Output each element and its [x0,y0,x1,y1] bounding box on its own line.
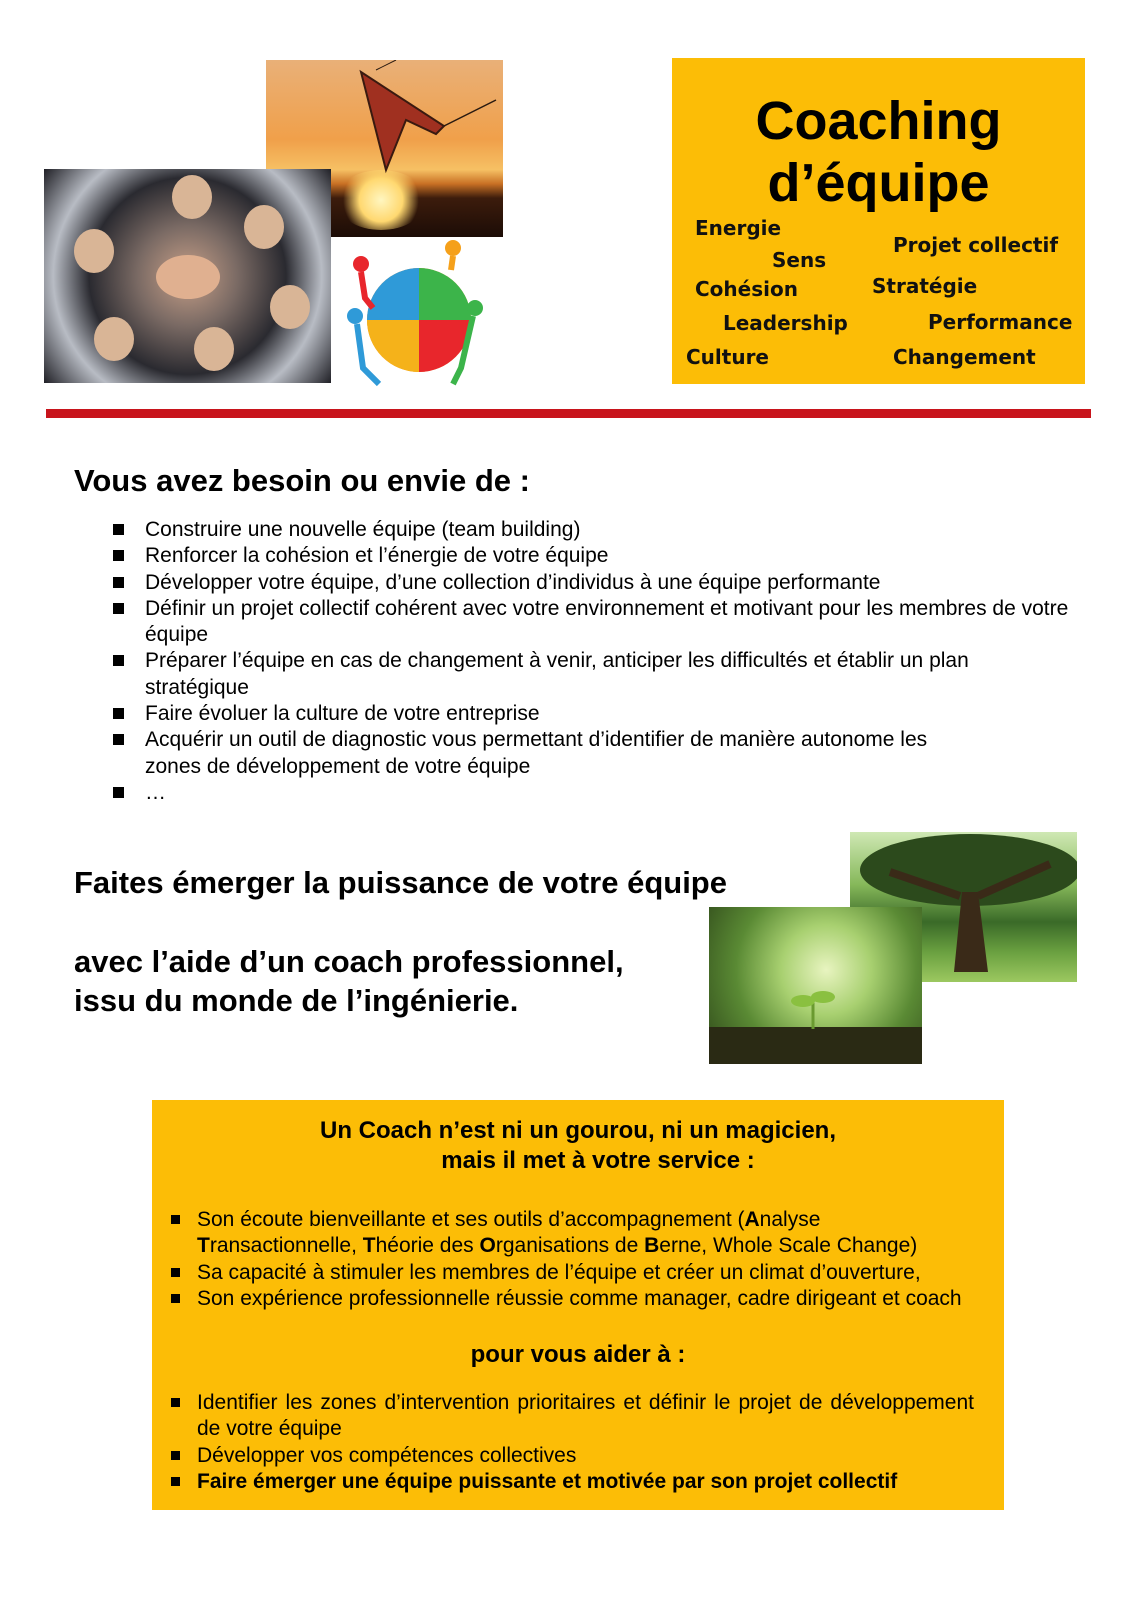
coach-box [152,1100,1004,1510]
services-list [169,1207,974,1312]
list-item: Définir un projet collectif cohérent avec votre environnement et motivant pour les membres de votre équipe [112,596,1072,649]
service-text: Son écoute bienveillante et ses outils d’accompagnement ( [197,1208,745,1231]
keyword-sens: Sens [772,248,827,272]
tagline-line1: Faites émerger la puissance de votre équipe [74,865,727,900]
list-item: Renforcer la cohésion et l’énergie de votre équipe [112,543,1072,569]
stacked-hands [156,255,220,299]
list-item: Développer vos compétences collectives [169,1443,974,1469]
keyword-leadership: Leadership [723,311,848,335]
keyword-cohesion: Cohésion [695,277,798,301]
keyword-changement: Changement [893,345,1036,369]
list-item: Faire évoluer la culture de votre entreprise [112,701,1072,727]
needs-list [112,517,1072,806]
service-text: ransactionnelle, [209,1234,363,1258]
list-item: Développer votre équipe, d’une collection d’individus à une équipe performante [112,570,1072,596]
service-text: héorie des [375,1234,480,1258]
initial-a: A [744,1208,760,1231]
red-divider [46,409,1091,418]
person-face [74,229,114,273]
service-text: erne, Whole Scale Change) [659,1234,918,1258]
tagline-line3: issu du monde de l’ingénierie. [74,983,519,1018]
initial-b: B [644,1234,660,1258]
puzzle-figures-illustration [343,238,495,388]
keyword-strategie: Stratégie [872,274,978,298]
title-line: Coaching [755,91,1002,151]
coach-heading-1: Un Coach n’est ni un gourou, ni un magicien, [319,1117,836,1144]
coach-heading-2: mais il met à votre service : [441,1147,755,1174]
keyword-culture: Culture [686,345,769,369]
keyword-projet-collectif: Projet collectif [893,233,1059,257]
tagline-line2: avec l’aide d’un coach professionnel, [74,944,624,979]
helps-list [169,1390,974,1495]
service-text: nalyse [759,1208,821,1231]
initial-o: O [479,1234,496,1258]
list-item: Faire émerger une équipe puissante et motivée par son projet collectif [169,1469,974,1495]
list-item: Identifier les zones d’intervention prioritaires et définir le projet de développement de votre équipe [169,1390,974,1443]
initial-t: T [197,1234,210,1258]
list-item: Acquérir un outil de diagnostic vous permettant d’identifier de manière autonome les zones de développement de votre équipe [112,727,975,780]
person-face [270,285,310,329]
sprout-photo [709,907,922,1064]
keyword-performance: Performance [928,310,1073,334]
team-hands-photo [44,169,331,383]
initial-t: T [362,1234,376,1258]
list-item: Construire une nouvelle équipe (team building) [112,517,1072,543]
person-face [94,317,134,361]
list-item [169,1207,974,1260]
person-face [194,327,234,371]
title-line: d’équipe [767,153,990,213]
help-heading: pour vous aider à : [470,1341,686,1368]
list-item: Préparer l’équipe en cas de changement à venir, anticiper les difficultés et établir un plan stratégique [112,648,1072,701]
list-item: … [112,780,1072,806]
title-box [672,58,1085,384]
keyword-energie: Energie [695,216,782,240]
page-title [672,90,1085,214]
service-text: rganisations de [495,1234,645,1258]
sprout-illustration [709,907,922,1064]
list-item: Son expérience professionnelle réussie comme manager, cadre dirigeant et coach [169,1286,974,1312]
person-face [244,205,284,249]
needs-heading: Vous avez besoin ou envie de : [74,463,530,498]
person-face [172,175,212,219]
list-item: Sa capacité à stimuler les membres de l’équipe et créer un climat d’ouverture, [169,1260,974,1286]
